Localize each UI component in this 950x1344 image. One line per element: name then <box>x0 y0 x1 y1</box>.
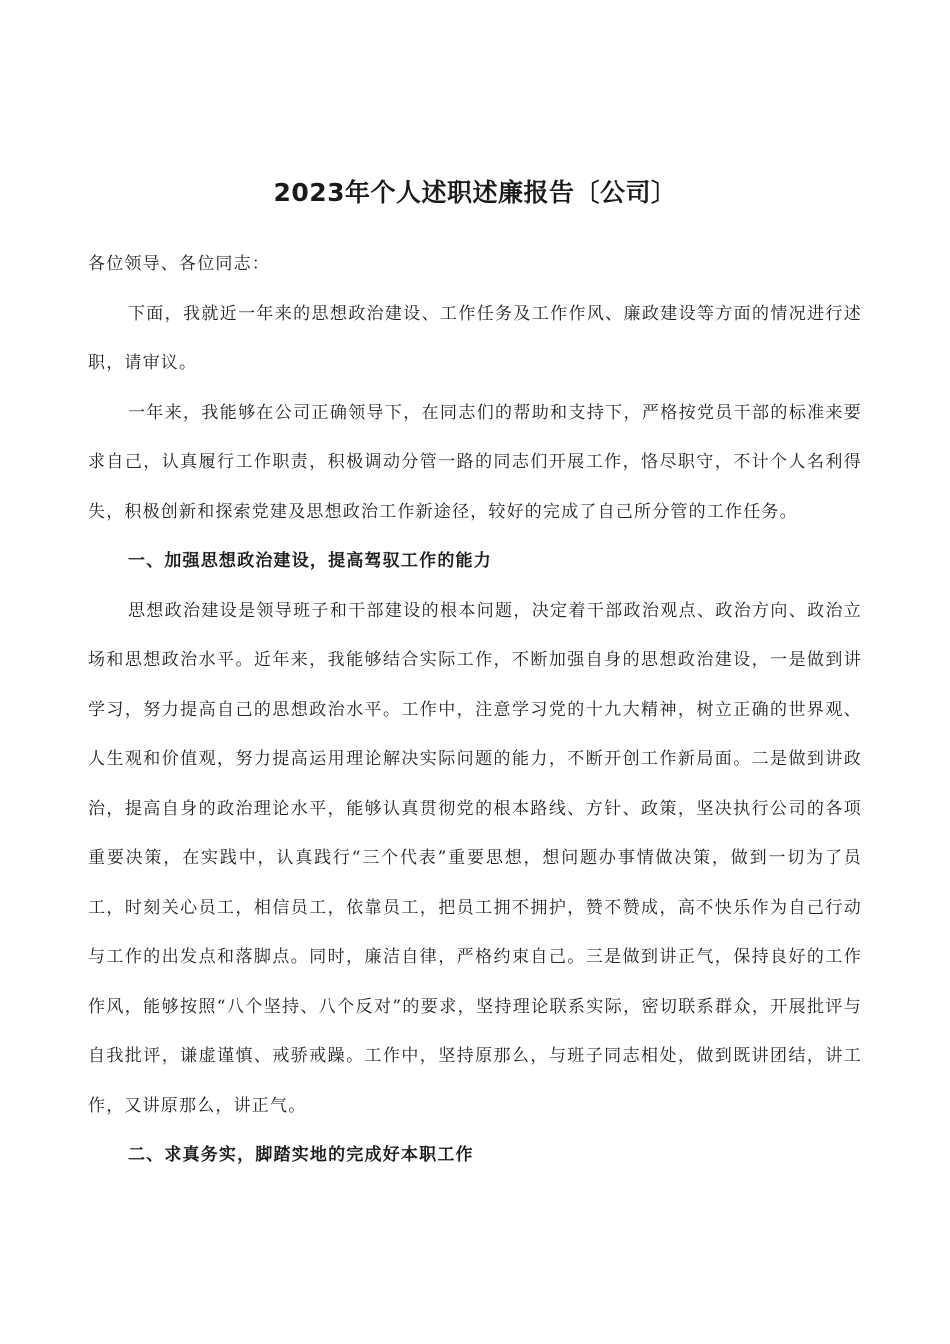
salutation: 各位领导、各位同志： <box>88 254 270 274</box>
section-heading-2: 二、求真务实，脚踏实地的完成好本职工作 <box>127 1145 474 1165</box>
document-title: 2023年个人述职述廉报告〔公司〕 <box>273 177 677 207</box>
section-1-paragraph: 思想政治建设是领导班子和干部建设的根本问题，决定着干部政治观点、政治方向、政治立场和思想政治水平。近年来，我能够结合实际工作，不断加强自身的思想政治建设，一是做到讲学习，努力提高自己的思想政治水平。工作中，注意学习党的十九大精神，树立正确的世界观、人生观和价值观，努力提高运用理论解决实际问题的能力，不断开创工作新局面。二是做到讲政治，提高自身的政治理论水平，能够认真贯彻党的根本路线、方针、政策，坚决执行公司的各项重要决策，在实践中，认真践行“三个代表”重要思想，想问题办事情做决策，做到一切为了员工，时刻关心员工，相信员工，依靠员工，把员工拥不拥护，赞不赞成，高不快乐作为自己行动与工作的出发点和落脚点。同时，廉洁自律，严格约束自己。三是做到讲正气，保持良好的工作作风，能够按照“八个坚持、八个反对”的要求，坚持理论联系实际，密切联系群众，开展批评与自我批评，谦虚谨慎、戒骄戒躁。工作中，坚持原那么，与班子同志相处，做到既讲团结，讲工作，又讲原那么，讲正气。 <box>88 600 862 1116</box>
section-heading-1: 一、加强思想政治建设，提高驾驭工作的能力 <box>127 551 492 571</box>
summary-paragraph: 一年来，我能够在公司正确领导下，在同志们的帮助和支持下，严格按党员干部的标准来要求自己，认真履行工作职责，积极调动分管一路的同志们开展工作，恪尽职守，不计个人名利得失，积极创新和探索党建及思想政治工作新途径，较好的完成了自己所分管的工作任务。 <box>88 402 862 522</box>
document-body <box>88 240 862 1181</box>
intro-paragraph: 下面，我就近一年来的思想政治建设、工作任务及工作作风、廉政建设等方面的情况进行述职，请审议。 <box>88 303 862 373</box>
